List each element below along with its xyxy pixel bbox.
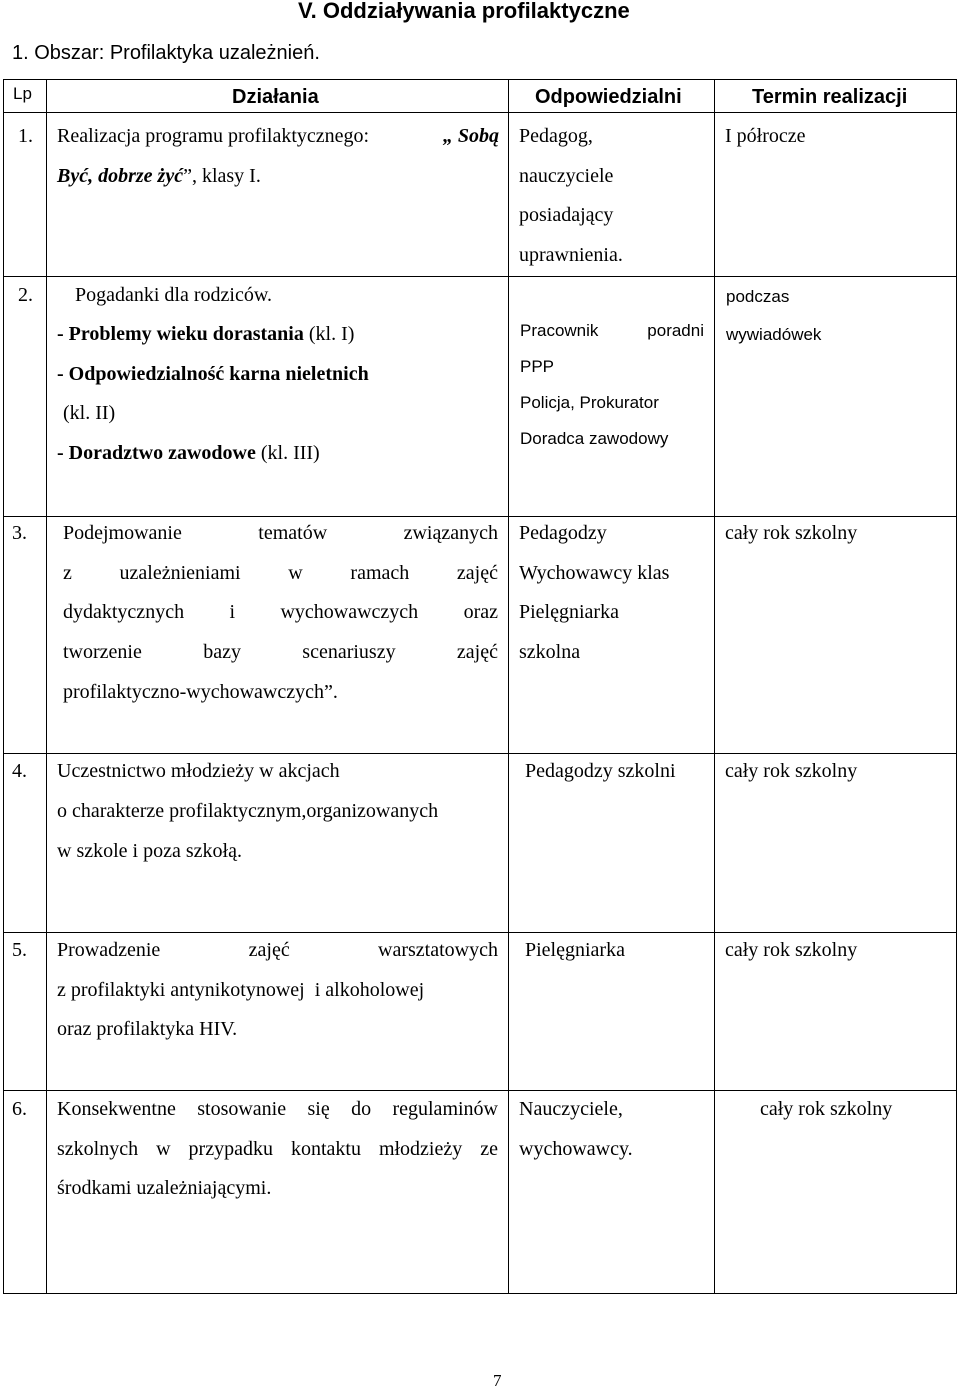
responsible-line: wychowawcy. [519, 1138, 633, 1160]
area-title: 1. Obszar: Profilaktyka uzależnień. [12, 42, 320, 64]
action-text: dydaktycznych i wychowawczych oraz [63, 601, 498, 623]
table-border-top [3, 79, 957, 80]
topic-title: - Odpowiedzialność karna nieletnich [57, 363, 369, 385]
row-divider-5 [3, 1090, 957, 1091]
topic-class: (kl. III) [255, 442, 320, 464]
topic-title: - Doradztwo zawodowe [57, 442, 256, 464]
action-text [57, 166, 261, 186]
responsible-line: nauczyciele [519, 165, 614, 187]
col-divider-actions [508, 79, 509, 1294]
action-text: oraz profilaktyka HIV. [57, 1018, 238, 1040]
action-text: szkolnych w przypadku kontaktu młodzieży ze [57, 1138, 498, 1160]
section-title: V. Oddziaływania profilaktyczne [298, 0, 630, 23]
responsible-line: Pielęgniarka [519, 601, 619, 623]
row-number: 3. [12, 522, 27, 544]
row-number: 5. [12, 939, 27, 961]
responsible-line [520, 321, 704, 341]
action-text-part: ”, klasy I. [183, 165, 261, 187]
deadline-text: cały rok szkolny [760, 1098, 893, 1120]
responsible-line: Policja, Prokurator [520, 393, 659, 412]
action-text: w szkole i poza szkołą. [57, 840, 242, 862]
deadline-text: cały rok szkolny [725, 522, 858, 544]
program-name-part: Być, dobrze żyć [57, 165, 184, 187]
topic-class: (kl. I) [303, 323, 355, 345]
row-number: 6. [12, 1098, 27, 1120]
responsible-line: uprawnienia. [519, 244, 623, 266]
action-text [57, 126, 499, 146]
col-divider-responsible [714, 79, 715, 1294]
row-number: 1. [18, 125, 33, 147]
action-text: Pogadanki dla rodziców. [75, 284, 272, 306]
deadline-text: cały rok szkolny [725, 760, 858, 782]
topic-line [57, 443, 320, 463]
col-divider-lp [46, 79, 47, 1294]
topic-title: - Problemy wieku dorastania [57, 323, 304, 345]
responsible-line: szkolna [519, 641, 581, 663]
action-text: Konsekwentne stosowanie się do regulaminów [57, 1098, 498, 1120]
responsible-line: Pedagog, [519, 125, 593, 147]
responsible-line: Doradca zawodowy [520, 429, 669, 448]
responsible-line: Wychowawcy klas [519, 562, 670, 584]
row-divider-2 [3, 516, 957, 517]
responsible-line: Pedagodzy szkolni [525, 760, 676, 782]
row-number: 2. [18, 284, 33, 306]
action-text: profilaktyczno-wychowawczych”. [63, 681, 338, 703]
responsible-word: poradni [647, 321, 704, 340]
topic-line [57, 324, 354, 344]
row-divider-3 [3, 753, 957, 754]
action-text-part: Realizacja programu profilaktycznego: [57, 125, 370, 147]
program-name-part: „ Sobą [442, 125, 499, 147]
col-header-responsible: Odpowiedzialni [535, 86, 682, 108]
topic-class: (kl. II) [63, 402, 116, 424]
col-header-lp: Lp [13, 84, 32, 103]
responsible-line: posiadający [519, 204, 614, 226]
table-header-divider [3, 112, 957, 113]
col-header-actions: Działania [232, 86, 319, 108]
deadline-text: podczas [726, 287, 790, 306]
action-text: środkami uzależniającymi. [57, 1177, 272, 1199]
deadline-text: wywiadówek [726, 325, 822, 344]
responsible-line: Nauczyciele, [519, 1098, 623, 1120]
responsible-line: Pielęgniarka [525, 939, 625, 961]
action-text: Uczestnictwo młodzieży w akcjach [57, 760, 340, 782]
action-text: tworzenie bazy scenariuszy zajęć [63, 641, 498, 663]
action-text: z uzależnieniami w ramach zajęć [63, 562, 498, 584]
responsible-line: PPP [520, 357, 555, 376]
deadline-text: I półrocze [725, 125, 806, 147]
row-number: 4. [12, 760, 27, 782]
col-header-deadline: Termin realizacji [752, 86, 908, 108]
responsible-line: Pedagodzy [519, 522, 607, 544]
action-text: Podejmowanie tematów związanych [63, 522, 498, 544]
row-divider-1 [3, 276, 957, 277]
row-divider-4 [3, 932, 957, 933]
page-number: 7 [493, 1371, 502, 1390]
action-text: Prowadzenie zajęć warsztatowych [57, 939, 498, 961]
table-border-left [3, 79, 4, 1294]
table-border-bottom [3, 1293, 957, 1294]
action-text: z profilaktyki antynikotynowej i alkoholowej [57, 979, 425, 1001]
table-border-right [956, 79, 957, 1294]
responsible-word: Pracownik [520, 321, 599, 340]
deadline-text: cały rok szkolny [725, 939, 858, 961]
action-text: o charakterze profilaktycznym,organizowanych [57, 800, 439, 822]
